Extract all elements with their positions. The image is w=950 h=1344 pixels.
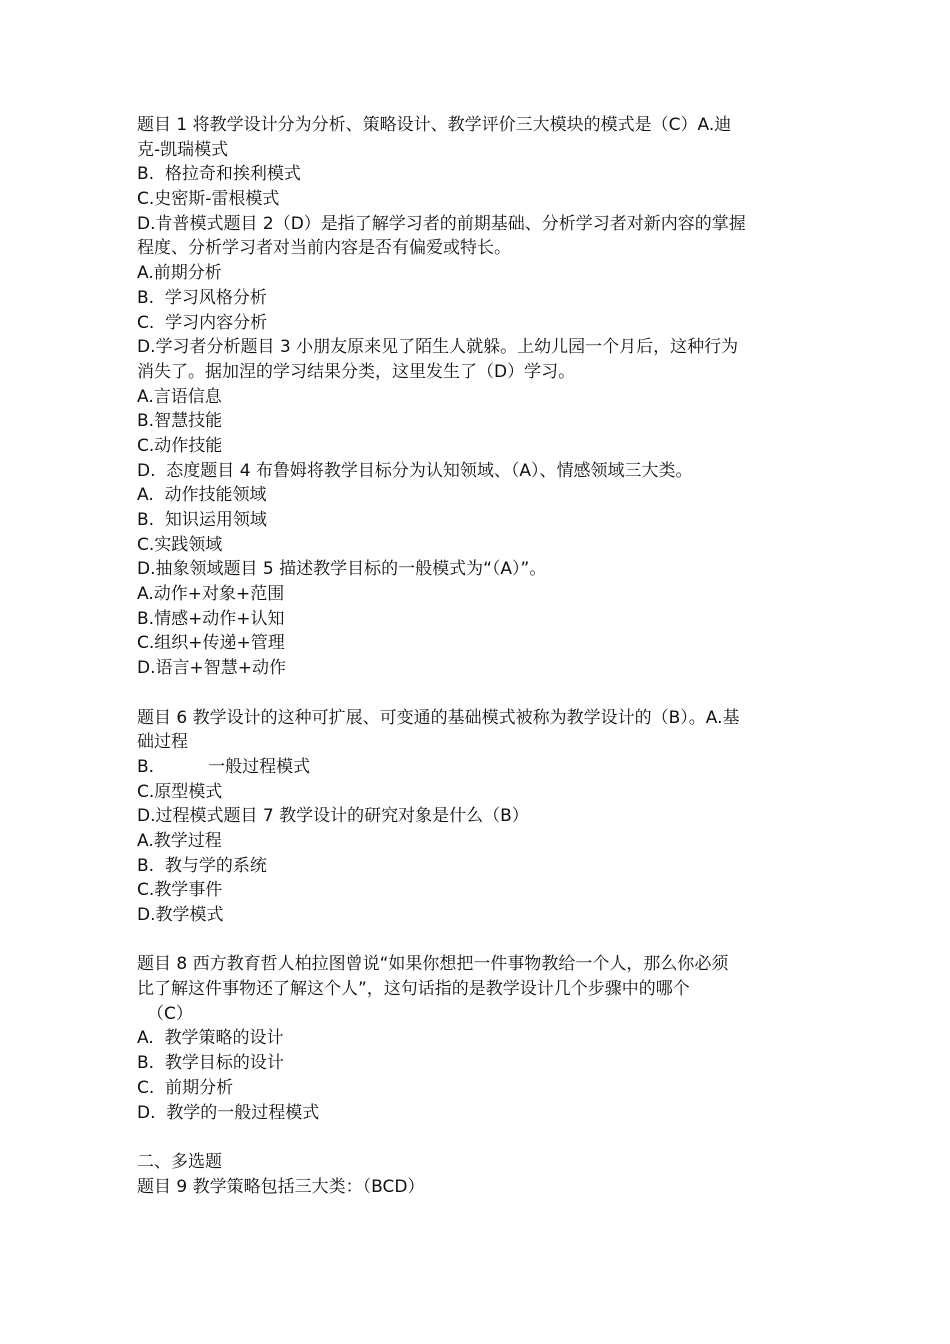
text-line: C.原型模式	[137, 781, 223, 802]
text-line: 消失了。据加涅的学习结果分类，这里发生了（D）学习。	[137, 361, 576, 382]
text-line: A.言语信息	[137, 386, 222, 407]
text-line: D.学习者分析题目 3 小朋友原来见了陌生人就躲。上幼儿园一个月后，这种行为	[137, 337, 739, 358]
text-line: B. 格拉奇和挨利模式	[137, 164, 301, 185]
text-line: C. 学习内容分析	[137, 312, 268, 333]
text-line: B. 知识运用领域	[137, 510, 267, 530]
text-line: C.教学事件	[137, 880, 223, 901]
text-line: A. 动作技能领域	[137, 485, 267, 506]
text-line: B. 一般过程模式	[137, 756, 311, 777]
text-line: 题目 9 教学策略包括三大类：（BCD）	[137, 1176, 425, 1197]
text-line: C.动作技能	[137, 435, 223, 456]
blank-line	[137, 1125, 817, 1150]
text-line: 础过程	[137, 732, 188, 753]
text-line: D.教学模式	[137, 905, 224, 925]
text-line: C.实践领域	[137, 534, 223, 555]
text-line: 程度、分析学习者对当前内容是否有偏爱或特长。	[137, 238, 511, 259]
text-line: A.教学过程	[137, 830, 222, 851]
text-line: D.抽象领域题目 5 描述教学目标的一般模式为“（A）”。	[137, 559, 547, 580]
text-line: C.史密斯-雷根模式	[137, 189, 280, 210]
text-line: A.前期分析	[137, 263, 222, 284]
text-line: （C）	[147, 1003, 193, 1024]
text-line: A. 教学策略的设计	[137, 1028, 284, 1049]
text-line: 题目 6 教学设计的这种可扩展、可变通的基础模式被称为教学设计的（B）。A.基	[137, 707, 740, 728]
blank-line	[137, 681, 817, 706]
text-line: 比了解这件事物还了解这个人”，这句话指的是教学设计几个步骤中的哪个	[137, 979, 690, 1000]
text-line: B. 学习风格分析	[137, 287, 267, 308]
text-line: B. 教与学的系统	[137, 855, 267, 876]
text-line: D. 教学的一般过程模式	[137, 1102, 320, 1123]
text-line: C.组织+传递+管理	[137, 633, 285, 654]
section-heading: 二、多选题	[137, 1151, 222, 1172]
text-line: C. 前期分析	[137, 1077, 234, 1098]
text-line: D. 态度题目 4 布鲁姆将教学目标分为认知领域、（A）、情感领域三大类。	[137, 460, 693, 481]
text-line: D.肯普模式题目 2（D）是指了解学习者的前期基础、分析学习者对新内容的掌握	[137, 213, 746, 234]
text-line: B. 教学目标的设计	[137, 1053, 284, 1074]
document-body	[137, 113, 817, 1199]
text-line: 克-凯瑞模式	[137, 139, 229, 160]
text-line: B.情感+动作+认知	[137, 608, 285, 629]
text-line: D.过程模式题目 7 教学设计的研究对象是什么（B）	[137, 806, 529, 827]
text-line: B.智慧技能	[137, 411, 223, 432]
text-line: 题目 1 将教学设计分为分析、策略设计、教学评价三大模块的模式是（C）A.迪	[137, 115, 732, 135]
text-line: 题目 8 西方教育哲人柏拉图曾说“如果你想把一件事物教给一个人，那么你必须	[137, 954, 729, 975]
text-line: A.动作+对象+范围	[137, 584, 285, 605]
blank-line	[137, 928, 817, 953]
text-line: D.语言+智慧+动作	[137, 658, 286, 679]
